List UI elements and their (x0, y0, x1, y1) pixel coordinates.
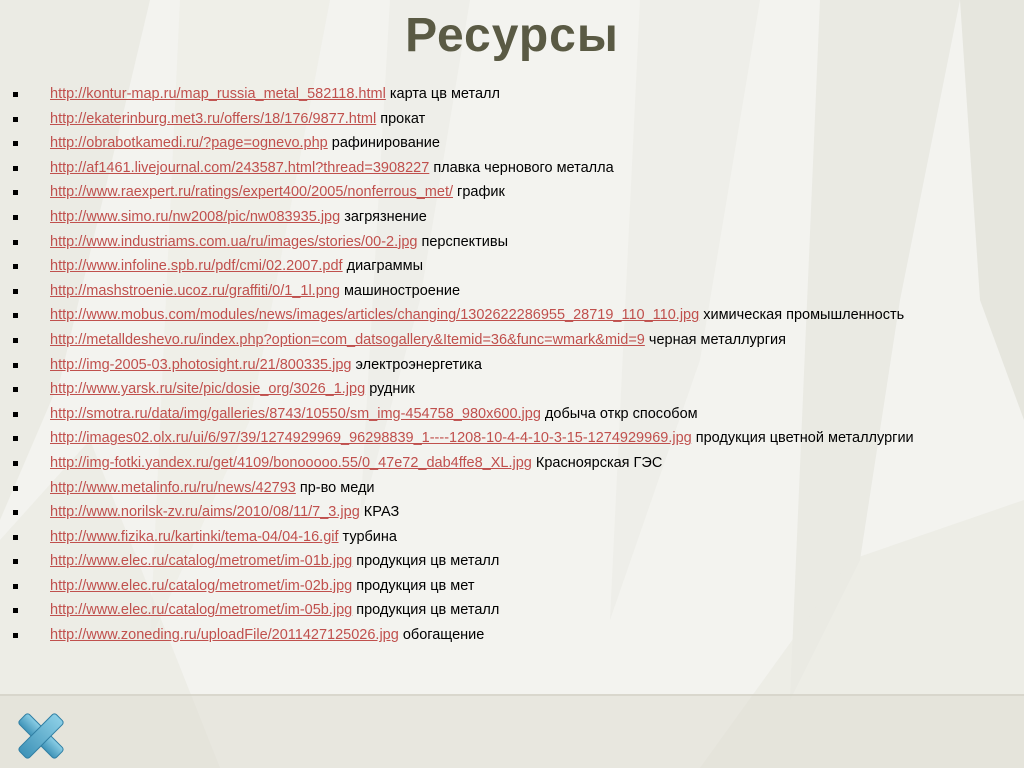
resource-description: турбина (342, 528, 397, 545)
resource-link[interactable]: http://ekaterinburg.met3.ru/offers/18/176/9877.html (50, 110, 377, 127)
list-item (12, 625, 997, 645)
bullet-square-icon (13, 363, 18, 368)
bullet-square-icon (13, 166, 18, 171)
resource-description: продукция цв мет (356, 577, 475, 594)
resource-description: КРАЗ (363, 504, 400, 521)
resource-link[interactable]: http://www.elec.ru/catalog/metromet/im-02b.jpg (50, 577, 353, 594)
list-item (12, 576, 997, 596)
resource-link[interactable]: http://www.zoneding.ru/uploadFile/2011427125026.jpg (50, 627, 399, 644)
list-item (12, 355, 997, 375)
resource-link[interactable]: http://mashstroenie.ucoz.ru/graffiti/0/1_1l.png (50, 282, 340, 299)
resource-link[interactable]: http://obrabotkamedi.ru/?page=ognevo.php (50, 135, 328, 152)
resource-description: продукция цв металл (356, 602, 500, 619)
list-item (12, 330, 997, 350)
resource-description: Красноярская ГЭС (535, 454, 663, 471)
list-item (12, 551, 997, 571)
bullet-square-icon (13, 141, 18, 146)
resource-description: диаграммы (346, 258, 424, 275)
list-item (12, 600, 997, 620)
bullet-square-icon (13, 486, 18, 491)
resource-description: химическая промышленность (703, 307, 905, 324)
resource-link[interactable]: http://www.fizika.ru/kartinki/tema-04/04-16.gif (50, 528, 339, 545)
resource-description: продукция цветной металлургии (695, 430, 914, 447)
list-item (12, 281, 997, 301)
list-item (12, 428, 997, 448)
bullet-square-icon (13, 584, 18, 589)
resource-link[interactable]: http://www.norilsk-zv.ru/aims/2010/08/11/7_3.jpg (50, 504, 360, 521)
bullet-square-icon (13, 559, 18, 564)
bullet-square-icon (13, 387, 18, 392)
resource-description: электроэнергетика (355, 356, 482, 373)
list-item (12, 256, 997, 276)
resource-description: загрязнение (344, 208, 427, 225)
resource-description: пр-во меди (299, 479, 375, 496)
resource-link[interactable]: http://www.mobus.com/modules/news/images/articles/changing/1302622286955_28719_110_110.jpg (50, 307, 700, 324)
resource-description: прокат (380, 110, 426, 127)
bullet-square-icon (13, 190, 18, 195)
list-item (12, 232, 997, 252)
list-item (12, 182, 997, 202)
resource-description: продукция цв металл (356, 553, 500, 570)
bullet-square-icon (13, 436, 18, 441)
resource-description: добыча откр способом (544, 405, 698, 422)
list-item (12, 478, 997, 498)
bullet-square-icon (13, 117, 18, 122)
resource-link[interactable]: http://www.elec.ru/catalog/metromet/im-01b.jpg (50, 553, 353, 570)
bullet-square-icon (13, 240, 18, 245)
resource-list (12, 84, 997, 650)
bullet-square-icon (13, 92, 18, 97)
page-title: Ресурсы (405, 9, 619, 62)
list-item (12, 527, 997, 547)
resource-link[interactable]: http://img-2005-03.photosight.ru/21/800335.jpg (50, 356, 352, 373)
list-item (12, 404, 997, 424)
resource-link[interactable]: http://www.elec.ru/catalog/metromet/im-05b.jpg (50, 602, 353, 619)
list-item (12, 453, 997, 473)
resource-link[interactable]: http://www.yarsk.ru/site/pic/dosie_org/3026_1.jpg (50, 381, 366, 398)
resource-link[interactable]: http://metalldeshevo.ru/index.php?option=com_datsogallery&Itemid=36&func=wmark&mid=9 (50, 331, 645, 348)
resource-link[interactable]: http://kontur-map.ru/map_russia_metal_582118.html (50, 86, 386, 102)
resource-description: машиностроение (343, 282, 461, 299)
resource-link[interactable]: http://smotra.ru/data/img/galleries/8743/10550/sm_img-454758_980x600.jpg (50, 405, 541, 422)
resource-description: рафинирование (331, 135, 440, 152)
bullet-square-icon (13, 608, 18, 613)
bullet-square-icon (13, 633, 18, 638)
resource-link[interactable]: http://www.metalinfo.ru/ru/news/42793 (50, 479, 296, 496)
close-x-icon[interactable] (12, 708, 70, 764)
resource-description: перспективы (421, 233, 509, 250)
bullet-square-icon (13, 338, 18, 343)
list-item (12, 207, 997, 227)
list-item (12, 305, 997, 325)
resource-description: карта цв металл (389, 86, 500, 102)
resource-link[interactable]: http://www.raexpert.ru/ratings/expert400/2005/nonferrous_met/ (50, 184, 453, 201)
bullet-square-icon (13, 215, 18, 220)
bullet-square-icon (13, 535, 18, 540)
resource-description: обогащение (402, 627, 485, 644)
resource-link[interactable]: http://img-fotki.yandex.ru/get/4109/bonooooo.55/0_47e72_dab4ffe8_XL.jpg (50, 454, 532, 471)
list-item (12, 379, 997, 399)
bullet-square-icon (13, 412, 18, 417)
bullet-square-icon (13, 289, 18, 294)
bullet-square-icon (13, 461, 18, 466)
list-item (12, 84, 997, 104)
resource-link[interactable]: http://www.industriams.com.ua/ru/images/stories/00-2.jpg (50, 233, 418, 250)
bullet-square-icon (13, 264, 18, 269)
list-item (12, 502, 997, 522)
resource-link[interactable]: http://www.simo.ru/nw2008/pic/nw083935.jpg (50, 208, 341, 225)
resource-description: плавка чернового металла (433, 159, 614, 176)
list-item (12, 133, 997, 153)
resource-link[interactable]: http://images02.olx.ru/ui/6/97/39/1274929969_96298839_1----1208-10-4-4-10-3-15-1274929969.jpg (50, 430, 692, 447)
bullet-square-icon (13, 313, 18, 318)
resource-link[interactable]: http://af1461.livejournal.com/243587.html?thread=3908227 (50, 159, 430, 176)
bullet-square-icon (13, 510, 18, 515)
list-item (12, 158, 997, 178)
resource-link[interactable]: http://www.infoline.spb.ru/pdf/cmi/02.2007.pdf (50, 258, 343, 275)
resource-description: график (457, 184, 505, 201)
resource-description: черная металлургия (648, 331, 786, 348)
list-item (12, 109, 997, 129)
resource-description: рудник (369, 381, 415, 398)
